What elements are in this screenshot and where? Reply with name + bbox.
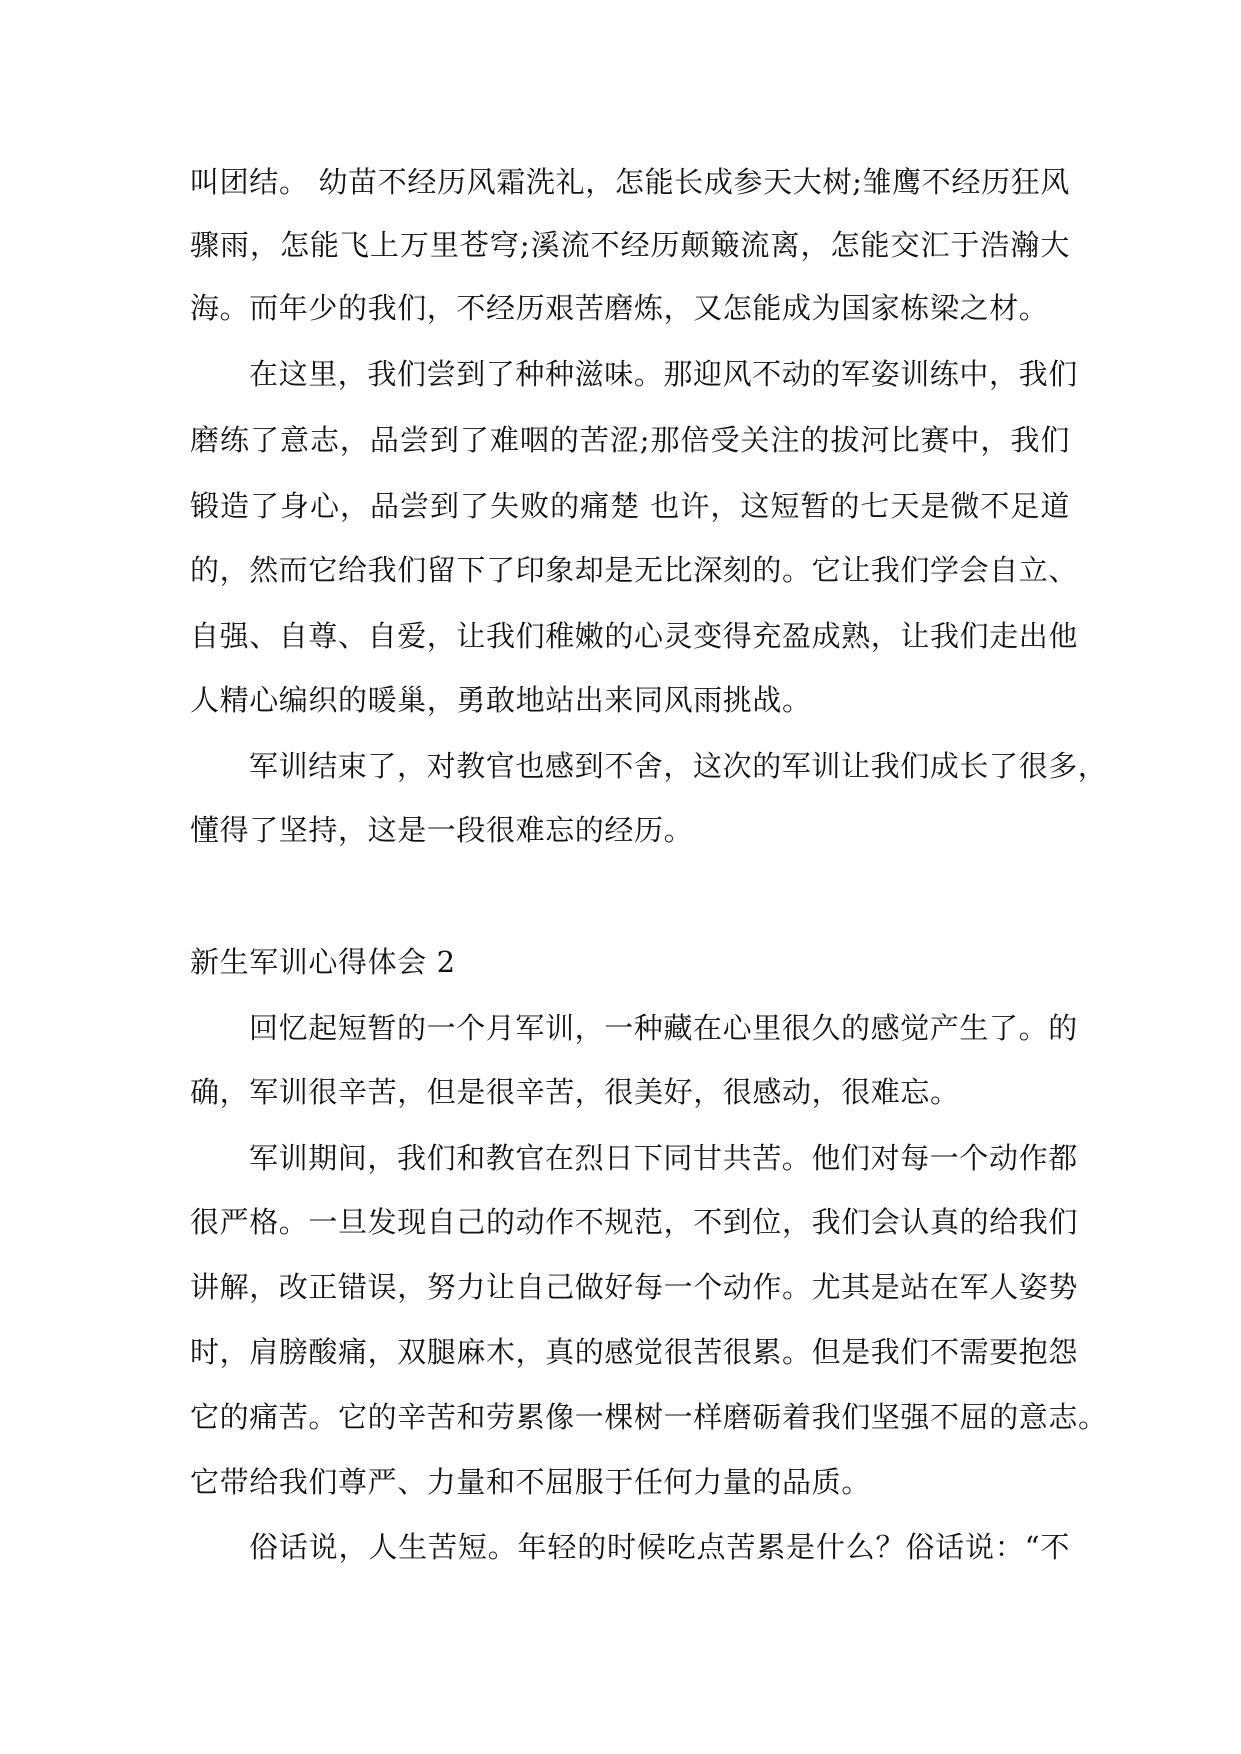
paragraph-2-line-1: 在这里，我们尝到了种种滋味。那迎风不动的军姿训练中，我们 xyxy=(249,357,1078,391)
paragraph-1-line-3: 海。而年少的我们，不经历艰苦磨炼，又怎能成为国家栋梁之材。 xyxy=(190,291,1049,325)
paragraph-5-line-3: 讲解，改正错误，努力让自己做好每一个动作。尤其是站在军人姿势 xyxy=(190,1270,1079,1304)
paragraph-1-line-1: 叫团结。 幼苗不经历风霜洗礼，怎能长成参天大树;雏鹰不经历狂风 xyxy=(190,165,1070,199)
paragraph-6-line-1: 俗话说，人生苦短。年轻的时候吃点苦累是什么？俗话说：“不 xyxy=(249,1530,1070,1564)
paragraph-4-line-1: 回忆起短暂的一个月军训，一种藏在心里很久的感觉产生了。的 xyxy=(249,1011,1078,1045)
paragraph-4-line-2: 确，军训很辛苦，但是很辛苦，很美好，很感动，很难忘。 xyxy=(190,1075,960,1109)
paragraph-5-line-1: 军训期间，我们和教官在烈日下同甘共苦。他们对每一个动作都 xyxy=(249,1141,1078,1175)
paragraph-5-line-2: 很严格。一旦发现自己的动作不规范，不到位，我们会认真的给我们 xyxy=(190,1205,1079,1239)
paragraph-2-line-6: 人精心编织的暖巢，勇敢地站出来同风雨挑战。 xyxy=(190,683,812,717)
paragraph-3-line-1: 军训结束了，对教官也感到不舍，这次的军训让我们成长了很多， xyxy=(249,749,1108,783)
paragraph-5-line-6: 它带给我们尊严、力量和不屈服于任何力量的品质。 xyxy=(190,1465,871,1499)
paragraph-5-line-5: 它的痛苦。它的辛苦和劳累像一棵树一样磨砺着我们坚强不屈的意志。 xyxy=(190,1400,1108,1434)
paragraph-2-line-5: 自强、自尊、自爱，让我们稚嫩的心灵变得充盈成熟，让我们走出他 xyxy=(190,619,1079,653)
paragraph-2-line-3: 锻造了身心，品尝到了失败的痛楚 也许，这短暂的七天是微不足道 xyxy=(190,489,1070,523)
paragraph-1-line-2: 骤雨，怎能飞上万里苍穹;溪流不经历颠簸流离，怎能交汇于浩瀚大 xyxy=(190,228,1070,262)
paragraph-3-line-2: 懂得了坚持，这是一段很难忘的经历。 xyxy=(190,813,694,847)
paragraph-2-line-2: 磨练了意志，品尝到了难咽的苦涩;那倍受关注的拔河比赛中，我们 xyxy=(190,423,1070,457)
paragraph-2-line-4: 的，然而它给我们留下了印象却是无比深刻的。它让我们学会自立、 xyxy=(190,553,1079,587)
paragraph-5-line-4: 时，肩膀酸痛，双腿麻木，真的感觉很苦很累。但是我们不需要抱怨 xyxy=(190,1335,1079,1369)
section-heading: 新生军训心得体会 2 xyxy=(190,945,456,979)
